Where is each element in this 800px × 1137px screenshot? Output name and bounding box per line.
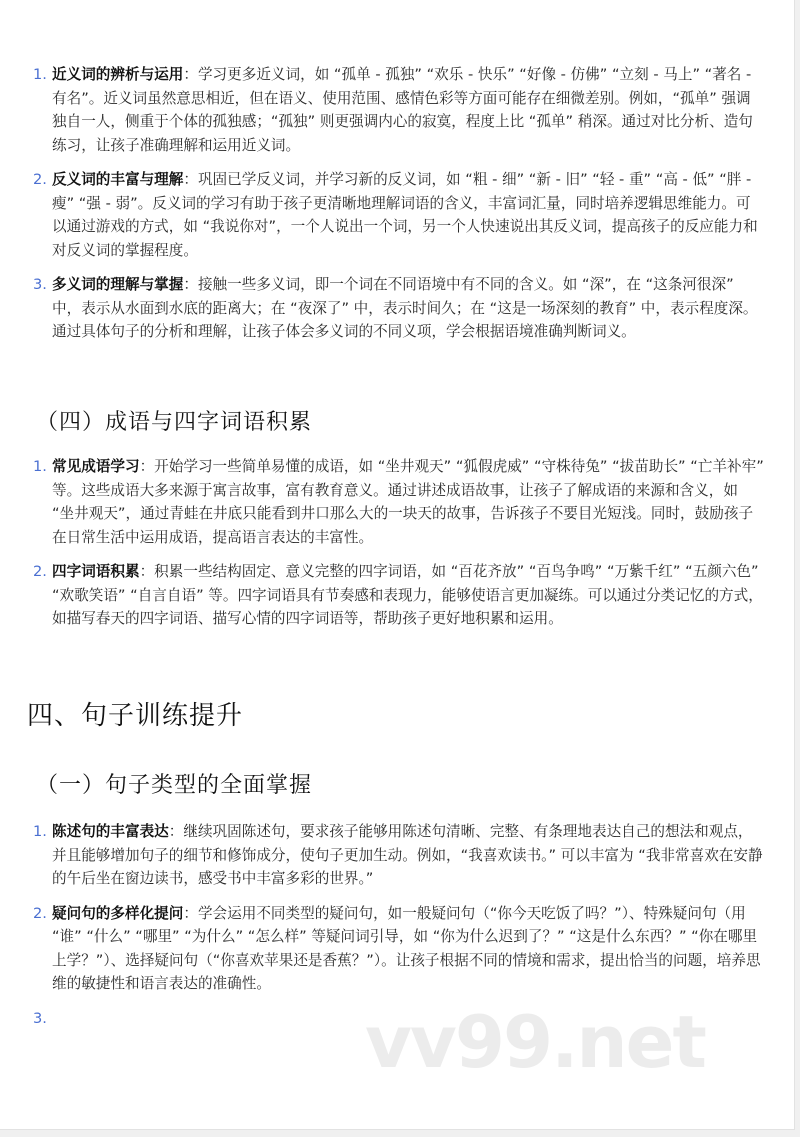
item-title: 疑问句的多样化提问 [52, 904, 184, 922]
list-item [30, 820, 764, 891]
item-text: ：继续巩固陈述句，要求孩子能够用陈述句清晰、完整、有条理地表达自己的想法和观点，并且能够增加句子的细节和修饰成分，使句子更加生动。例如，“我喜欢读书。” 可以丰富为 “我非常喜欢在安静的午后坐在窗边读书，感受书中丰富多彩的世界。” [52, 823, 763, 887]
item-text: ：巩固已学反义词，并学习新的反义词，如 “粗 - 细” “新 - 旧” “轻 - 重” “高 - 低” “胖 - 瘦” “强 - 弱”。反义词的学习有助于孩子更清晰地理解词语的含义，丰富词汇量，同时培养逻辑思维能力。可以通过游戏的方式，如 “我说你对”，一个人说出一个词，另一个人快速说出其反义词，提高孩子的反应能力和对反义词的掌握程度。 [52, 171, 758, 259]
subsection-heading-idioms: （四）成语与四字词语积累 [36, 410, 313, 435]
list-number: 2. [33, 171, 47, 188]
list-number: 1. [33, 66, 47, 83]
item-text: ：学习更多近义词，如 “孤单 - 孤独” “欢乐 - 快乐” “好像 - 仿佛” “立刻 - 马上” “著名 - 有名”。近义词虽然意思相近，但在语义、使用范围、感情色彩等方面可能存在细微差别。例如，“孤单” 强调独自一人，侧重于个体的孤独感；“孤独” 则更强调内心的寂寞，程度上比 “孤单” 稍深。通过对比分析、造句练习，让孩子准确理解和运用近义词。 [52, 66, 753, 154]
item-text: ：开始学习一些简单易懂的成语，如 “坐井观天” “狐假虎威” “守株待兔” “拔苗助长” “亡羊补牢” 等。这些成语大多来源于寓言故事，富有教育意义。通过讲述成语故事，让孩子了解成语的来源和含义，如 “坐井观天”，通过青蛙在井底只能看到井口那么大的一块天的故事，告诉孩子不要目光短浅。同时，鼓励孩子在日常生活中运用成语，提高语言表达的丰富性。 [52, 458, 764, 546]
list-item [30, 63, 764, 157]
subsection-heading-sentence-types: （一）句子类型的全面掌握 [36, 773, 313, 798]
list-item [30, 902, 764, 996]
list-number: 2. [33, 563, 47, 580]
synonym-antonym-list [30, 63, 764, 355]
item-title: 四字词语积累 [52, 563, 140, 580]
item-text: ：积累一些结构固定、意义完整的四字词语，如 “百花齐放” “百鸟争鸣” “万紫千红” “五颜六色” “欢歌笑语” “自言自语” 等。四字词语具有节奏感和表现力，能够使语言更加凝练。可以通过分类记忆的方式，如描写春天的四字词语、描写心情的四字词语等，帮助孩子更好地积累和运用。 [52, 563, 763, 627]
item-title: 近义词的辨析与运用 [52, 66, 184, 83]
item-title: 常见成语学习 [52, 458, 140, 475]
list-number: 3. [33, 276, 47, 293]
list-number: 1. [33, 823, 47, 840]
item-title: 陈述句的丰富表达 [52, 823, 169, 840]
item-text: ：接触一些多义词，即一个词在不同语境中有不同的含义。如 “深”，在 “这条河很深” 中，表示从水面到水底的距离大；在 “夜深了” 中，表示时间久；在 “这是一场深刻的教育” 中，表示程度深。通过具体句子的分析和理解，让孩子体会多义词的不同义项，学会根据语境准确判断词义。 [52, 276, 758, 340]
item-title: 反义词的丰富与理解 [52, 171, 184, 188]
sentence-types-list [30, 820, 764, 1027]
list-number: 3. [33, 1009, 47, 1027]
item-title: 多义词的理解与掌握 [52, 276, 184, 293]
idioms-list [30, 455, 764, 642]
list-item [30, 273, 764, 344]
section-heading-sentences: 四、句子训练提升 [27, 701, 244, 731]
list-number: 1. [33, 458, 47, 475]
item-text: ：学会运用不同类型的疑问句，如一般疑问句（“你今天吃饭了吗？”）、特殊疑问句（用 “谁” “什么” “哪里” “为什么” “怎么样” 等疑问词引导，如 “你为什么迟到了？” “这是什么东西？” “你在哪里上学？”）、选择疑问句（“你喜欢苹果还是香蕉？”）。让孩子根据不同的情境和需求，提出恰当的问题，培养思维的敏捷性和语言表达的准确性。 [52, 904, 761, 992]
watermark: vv99.net [365, 1000, 705, 1084]
list-item [30, 455, 764, 549]
list-item [30, 560, 764, 631]
list-item [30, 168, 764, 262]
list-number: 2. [33, 904, 47, 922]
